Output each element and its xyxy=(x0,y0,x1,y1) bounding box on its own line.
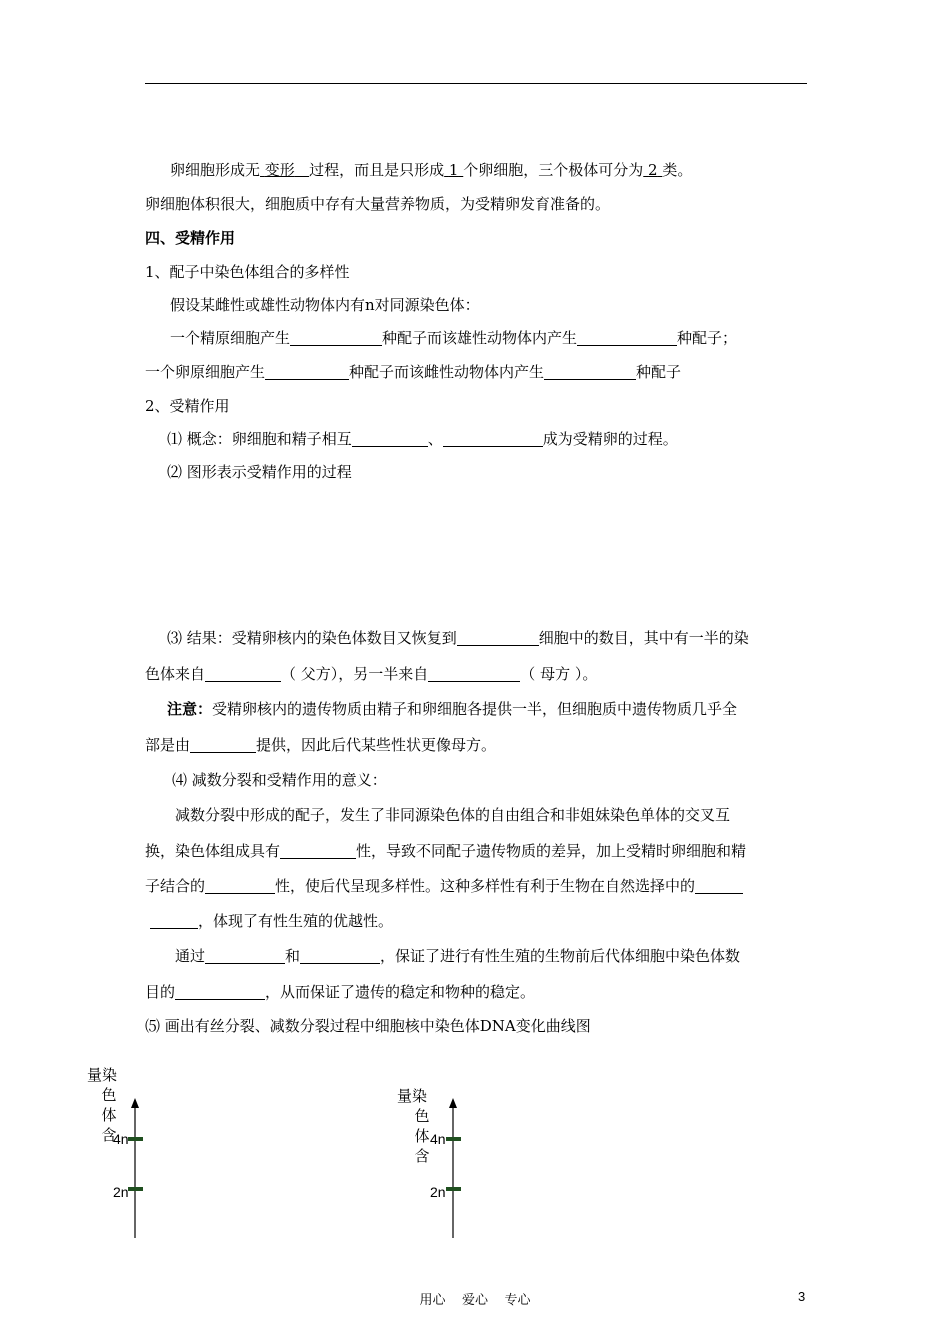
note-line2: 部是由 提供，因此后代某些性状更像母方。 xyxy=(145,736,497,754)
question-egg-gametes: 一个卵原细胞产生 种配子而该雌性动物体内产生 种配子 xyxy=(145,363,682,381)
graph2-axis xyxy=(444,1098,468,1240)
graph2-ylabel-top: 量染 xyxy=(397,1088,428,1105)
fill-blank[interactable] xyxy=(280,842,356,859)
graph2-tick-label-2n: 2n xyxy=(430,1184,446,1200)
fill-blank[interactable] xyxy=(175,983,265,1000)
fill-blank[interactable] xyxy=(205,877,275,894)
graph1-axis xyxy=(126,1098,150,1240)
graph2-y-axis-arrow xyxy=(449,1098,457,1108)
subheading-fertilization: 2、受精作用 xyxy=(145,397,230,415)
question-result-line2: 色体来自 （ 父方），另一半来自 （ 母方 ）。 xyxy=(145,665,598,683)
fill-blank[interactable] xyxy=(443,430,543,447)
question-result-line1: ⑶ 结果：受精卵核内的染色体数目又恢复到 细胞中的数目，其中有一半的染 xyxy=(167,629,749,647)
graph2-ylabel-char: 色 xyxy=(414,1107,430,1125)
meaning-line4: ，体现了有性生殖的优越性。 xyxy=(150,911,393,931)
page-footer: 用心 爱心 专心 xyxy=(419,1293,531,1308)
subheading-gamete-diversity: 1、配子中染色体组合的多样性 xyxy=(145,263,350,281)
graph1-ylabel-char: 含 xyxy=(101,1126,117,1144)
fill-blank[interactable] xyxy=(577,329,677,346)
graph2-ylabel-char: 体 xyxy=(414,1127,430,1145)
graph1-y-axis-arrow xyxy=(131,1098,139,1108)
header-rule xyxy=(145,83,807,84)
fill-blank[interactable] xyxy=(205,947,285,964)
through-line2: 目的 ，从而保证了遗传的稳定和物种的稳定。 xyxy=(145,983,536,1001)
graph1-ylabel-top: 量染 xyxy=(87,1067,118,1084)
note-label: 注意： xyxy=(167,700,213,718)
fill-blank[interactable] xyxy=(428,665,520,682)
fill-blank[interactable] xyxy=(290,329,382,346)
fill-blank[interactable] xyxy=(695,877,743,894)
graph2-ylabel-char: 含 xyxy=(414,1147,430,1165)
answer-deformation: 变形 xyxy=(264,161,295,179)
question-sperm-gametes: 一个精原细胞产生 种配子而该雄性动物体内产生 种配子； xyxy=(170,329,738,347)
item-draw-curve: ⑸ 画出有丝分裂、减数分裂过程中细胞核中染色体DNA变化曲线图 xyxy=(145,1017,591,1035)
fill-blank[interactable] xyxy=(300,947,380,964)
graph1-ylabel-char: 体 xyxy=(101,1106,117,1124)
item-significance: ⑷ 减数分裂和受精作用的意义： xyxy=(172,771,387,789)
fill-blank[interactable] xyxy=(190,736,256,753)
fill-blank[interactable] xyxy=(544,363,636,380)
paragraph-oocyte-formation: 卵细胞形成无 变形 过程，而且是只形成 1 个卵细胞，三个极体可分为 2 类。 xyxy=(170,161,693,179)
paragraph-oocyte-volume: 卵细胞体积很大，细胞质中存有大量营养物质，为受精卵发育准备的。 xyxy=(145,195,611,213)
fill-blank[interactable] xyxy=(150,912,198,929)
note-line1: 注意：受精卵核内的遗传物质由精子和卵细胞各提供一半，但细胞质中遗传物质几乎全 xyxy=(167,700,738,718)
item-diagram-prompt: ⑵ 图形表示受精作用的过程 xyxy=(167,463,352,481)
question-concept: ⑴ 概念：卵细胞和精子相互 、 成为受精卵的过程。 xyxy=(167,430,678,448)
through-line1: 通过 和 ，保证了进行有性生殖的生物前后代体细胞中染色体数 xyxy=(175,947,741,965)
assumption-text: 假设某雌性或雄性动物体内有n对同源染色体： xyxy=(170,296,480,314)
meaning-line2: 换，染色体组成具有 性，导致不同配子遗传物质的差异，加上受精时卵细胞和精 xyxy=(145,842,747,860)
fill-blank[interactable] xyxy=(265,363,349,380)
fill-blank[interactable] xyxy=(457,629,539,646)
meaning-line3: 子结合的 性，使后代呈现多样性。这种多样性有利于生物在自然选择中的 xyxy=(145,876,743,896)
answer-two: 2 xyxy=(648,161,658,179)
section-heading-fertilization: 四、受精作用 xyxy=(145,229,236,247)
graph1-ylabel-char: 色 xyxy=(101,1086,117,1104)
graph2-tick-label-4n: 4n xyxy=(430,1131,446,1147)
fill-blank[interactable] xyxy=(205,665,281,682)
answer-one: 1 xyxy=(448,161,459,179)
fill-blank[interactable] xyxy=(352,430,428,447)
graph1-tick-label-2n: 2n xyxy=(113,1184,129,1200)
graph1-tick-label-4n: 4n xyxy=(113,1131,129,1147)
page-number: 3 xyxy=(798,1289,806,1304)
meaning-line1: 减数分裂中形成的配子，发生了非同源染色体的自由组合和非姐妹染色单体的交叉互 xyxy=(175,806,731,824)
